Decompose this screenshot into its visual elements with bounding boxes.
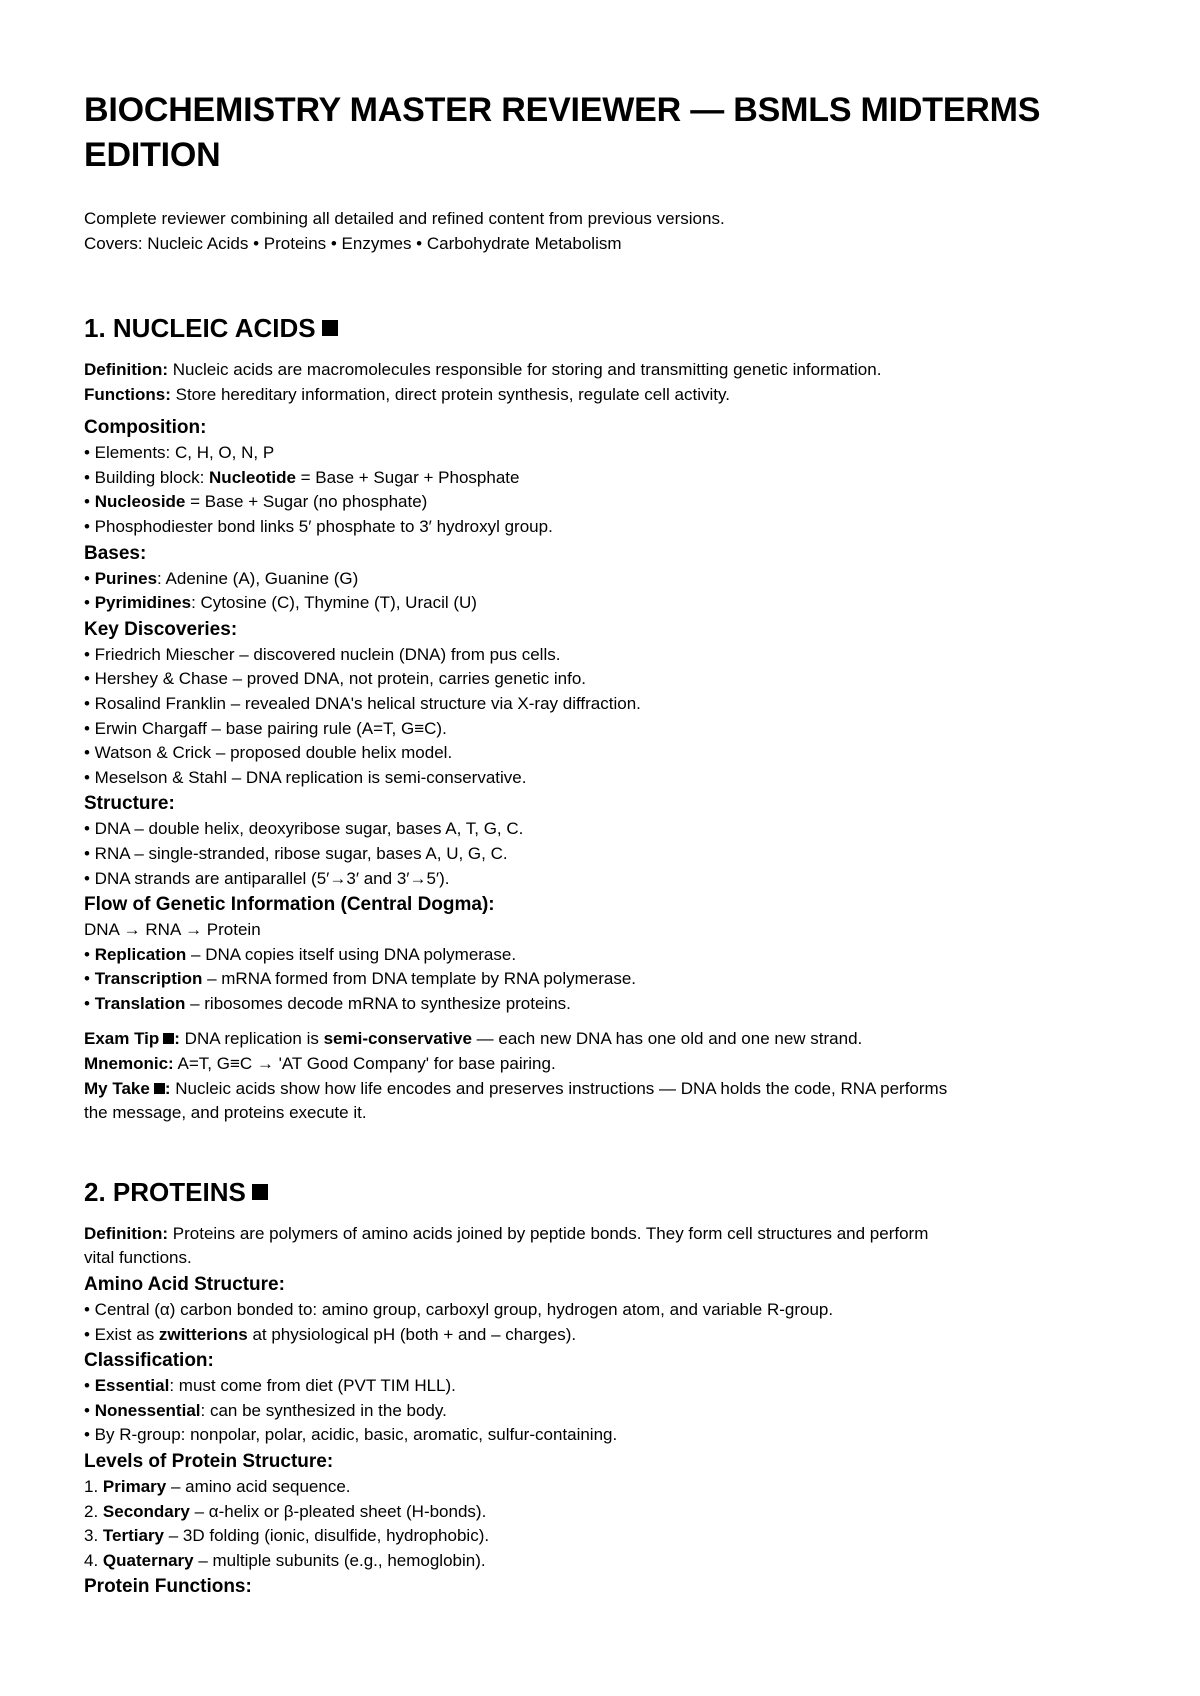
amino-acid-structure-heading: Amino Acid Structure: bbox=[84, 1274, 285, 1296]
bases-heading: Bases: bbox=[84, 542, 147, 564]
mnemonic: Mnemonic: A=T, G≡C → 'AT Good Company' for base pairing. bbox=[84, 1054, 556, 1074]
list-item: • Elements: C, H, O, N, P bbox=[84, 443, 275, 463]
intro-line: Complete reviewer combining all detailed and refined content from previous versions. bbox=[84, 209, 725, 228]
black-square-icon bbox=[252, 1184, 268, 1200]
list-item: 4. Quaternary – multiple subunits (e.g., hemoglobin). bbox=[84, 1550, 486, 1570]
list-item: • Rosalind Franklin – revealed DNA's helical structure via X-ray diffraction. bbox=[84, 693, 641, 713]
my-take-continued: the message, and proteins execute it. bbox=[84, 1103, 367, 1123]
key-discoveries-heading: Key Discoveries: bbox=[84, 618, 238, 640]
list-item: • Transcription – mRNA formed from DNA template by RNA polymerase. bbox=[84, 969, 637, 989]
list-item: • DNA strands are antiparallel (5′→3′ and 3′→5′). bbox=[84, 868, 450, 888]
intro-covers-line: Covers: Nucleic Acids • Proteins • Enzymes • Carbohydrate Metabolism bbox=[84, 234, 622, 253]
list-item: • Hershey & Chase – proved DNA, not protein, carries genetic info. bbox=[84, 669, 587, 689]
list-item: • Nucleoside = Base + Sugar (no phosphate) bbox=[84, 492, 428, 512]
list-item: • Building block: Nucleotide = Base + Sugar + Phosphate bbox=[84, 467, 520, 487]
list-item: • Exist as zwitterions at physiological pH (both + and – charges). bbox=[84, 1324, 577, 1344]
list-item: • Phosphodiester bond links 5′ phosphate to 3′ hydroxyl group. bbox=[84, 516, 553, 536]
list-item: • Watson & Crick – proposed double helix model. bbox=[84, 743, 453, 763]
functions-label: Functions: bbox=[84, 384, 171, 404]
tips-block bbox=[84, 1027, 1134, 1125]
list-item: • Replication – DNA copies itself using DNA polymerase. bbox=[84, 944, 517, 964]
list-item: • Essential: must come from diet (PVT TIM HLL). bbox=[84, 1376, 456, 1396]
list-item: • Friedrich Miescher – discovered nuclein (DNA) from pus cells. bbox=[84, 644, 561, 664]
list-item: • By R-group: nonpolar, polar, acidic, basic, aromatic, sulfur-containing. bbox=[84, 1425, 618, 1445]
section-heading-text: 2. PROTEINS bbox=[84, 1176, 246, 1207]
exam-tip: Exam Tip : DNA replication is semi-conservative — each new DNA has one old and one new strand. bbox=[84, 1029, 863, 1049]
section-heading-nucleic-acids bbox=[84, 313, 1134, 343]
list-item: • DNA – double helix, deoxyribose sugar, bases A, T, G, C. bbox=[84, 819, 524, 839]
definition-text: Nucleic acids are macromolecules responsible for storing and transmitting genetic information. bbox=[168, 360, 882, 379]
list-item: 1. Primary – amino acid sequence. bbox=[84, 1477, 351, 1496]
document-title: BIOCHEMISTRY MASTER REVIEWER — BSMLS MIDTERMS EDITION bbox=[84, 91, 1041, 174]
proteins-definition-continued: vital functions. bbox=[84, 1248, 192, 1268]
list-item: • Central (α) carbon bonded to: amino group, carboxyl group, hydrogen atom, and variable R-group. bbox=[84, 1300, 834, 1320]
black-square-icon bbox=[163, 1033, 174, 1044]
section-heading-text: 1. NUCLEIC ACIDS bbox=[84, 313, 316, 343]
my-take: My Take : Nucleic acids show how life encodes and preserves instructions — DNA holds the code, RNA performs bbox=[84, 1078, 948, 1098]
central-dogma-heading: Flow of Genetic Information (Central Dogma): bbox=[84, 894, 495, 916]
proteins-definition: Definition: Proteins are polymers of amino acids joined by peptide bonds. They form cell structures and perform bbox=[84, 1223, 929, 1243]
list-item: • Nonessential: can be synthesized in the body. bbox=[84, 1400, 447, 1420]
list-item: • Translation – ribosomes decode mRNA to synthesize proteins. bbox=[84, 993, 571, 1013]
list-item: • Purines: Adenine (A), Guanine (G) bbox=[84, 568, 359, 588]
black-square-icon bbox=[322, 320, 338, 336]
nucleic-definition bbox=[84, 358, 1134, 383]
black-square-icon bbox=[154, 1083, 165, 1094]
list-item: 2. Secondary – α-helix or β-pleated sheet (H-bonds). bbox=[84, 1501, 487, 1521]
definition-label: Definition: bbox=[84, 360, 169, 379]
intro-block bbox=[84, 206, 1134, 256]
document-page bbox=[84, 88, 1134, 1600]
list-item: • Erwin Chargaff – base pairing rule (A=T, G≡C). bbox=[84, 718, 447, 738]
structure-heading: Structure: bbox=[84, 793, 175, 815]
protein-functions-heading: Protein Functions: bbox=[84, 1576, 252, 1598]
functions-text: Store hereditary information, direct protein synthesis, regulate cell activity. bbox=[170, 384, 730, 404]
list-item: • Pyrimidines: Cytosine (C), Thymine (T), Uracil (U) bbox=[84, 593, 477, 613]
classification-heading: Classification: bbox=[84, 1350, 214, 1372]
composition-heading: Composition: bbox=[84, 417, 207, 439]
levels-heading: Levels of Protein Structure: bbox=[84, 1451, 334, 1472]
section-heading-proteins bbox=[84, 1177, 1134, 1207]
list-item: 3. Tertiary – 3D folding (ionic, disulfide, hydrophobic). bbox=[84, 1526, 490, 1546]
list-item: • RNA – single-stranded, ribose sugar, bases A, U, G, C. bbox=[84, 843, 508, 863]
nucleic-functions bbox=[84, 383, 1134, 408]
list-item: • Meselson & Stahl – DNA replication is semi-conservative. bbox=[84, 767, 527, 787]
central-dogma-flow: DNA → RNA → Protein bbox=[84, 920, 261, 940]
